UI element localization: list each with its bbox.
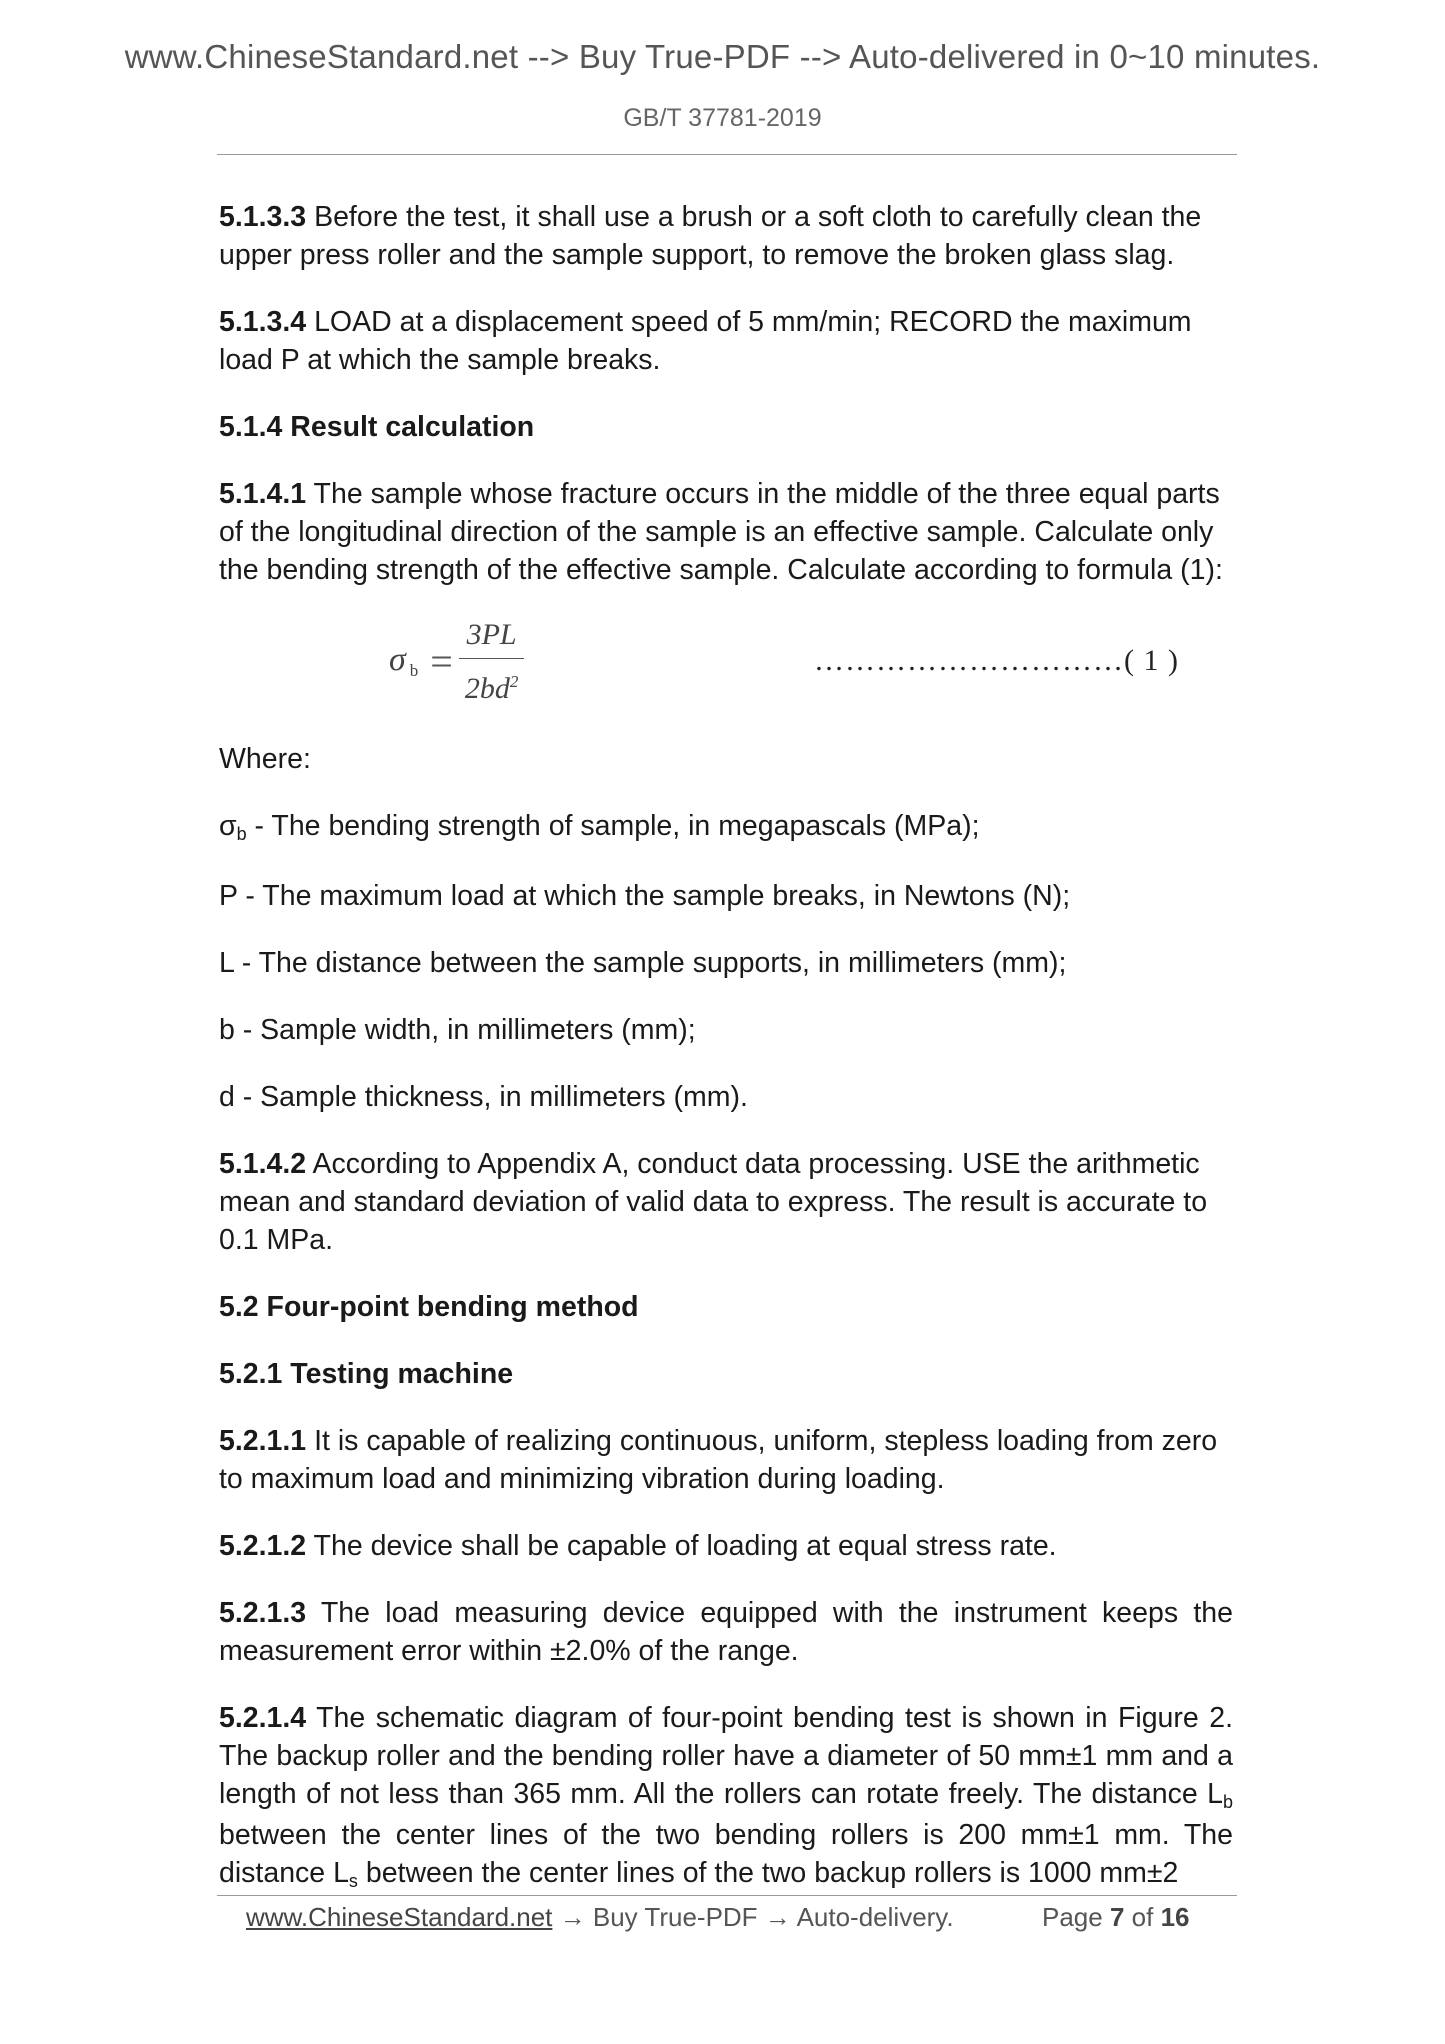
clause-5-2-1-1: 5.2.1.1 It is capable of realizing continuous, uniform, stepless loading from zero to maximum load and minimizing vibration during loading. bbox=[219, 1425, 1218, 1495]
footer-divider bbox=[217, 1895, 1237, 1896]
page-footer bbox=[246, 1902, 1226, 1933]
clause-5-2-1-4: 5.2.1.4 The schematic diagram of four-point bending test is shown in Figure 2. The backup roller and the bending roller have a diameter of 50 mm±1 mm and a length of not less than 365 mm. All the rollers can rotate freely. The distance Lb between the center lines of the two bending rollers is 200 mm±1 mm. The distance Ls between the center lines of the two backup rollers is 1000 mm±2 bbox=[219, 1702, 1233, 1891]
formula-fraction bbox=[459, 616, 525, 708]
def-d: d - Sample thickness, in millimeters (mm). bbox=[219, 1081, 748, 1113]
formula-denominator: $2bd^2$ bbox=[459, 658, 525, 708]
page-indicator: Page 7 of 16 bbox=[1042, 1902, 1190, 1932]
heading-5-1-4: 5.1.4 Result calculation bbox=[219, 411, 535, 443]
def-b: b - Sample width, in millimeters (mm); bbox=[219, 1014, 696, 1046]
bending-strength-formula bbox=[389, 616, 524, 708]
clause-5-2-1-2: 5.2.1.2 The device shall be capable of loading at equal stress rate. bbox=[219, 1530, 1057, 1562]
clause-5-1-3-4: 5.1.3.4 LOAD at a displacement speed of 5 mm/min; RECORD the maximum load P at which the sample breaks. bbox=[219, 306, 1192, 376]
formula-number: …………………………( 1 ) bbox=[814, 644, 1179, 677]
top-banner: www.ChineseStandard.net --> Buy True-PDF --> Auto-delivered in 0~10 minutes. bbox=[124, 38, 1321, 75]
header-divider bbox=[217, 154, 1237, 155]
footer-link[interactable]: www.ChineseStandard.net bbox=[246, 1902, 553, 1932]
formula-lhs: σb bbox=[389, 640, 419, 680]
standard-number: GB/T 37781-2019 bbox=[623, 104, 822, 132]
where-label: Where: bbox=[219, 743, 311, 775]
page-content bbox=[219, 198, 1233, 1924]
footer-text: → Buy True-PDF → Auto-delivery. bbox=[552, 1902, 954, 1932]
formula-1 bbox=[219, 608, 1233, 724]
clause-5-2-1-3: 5.2.1.3 The load measuring device equipped with the instrument keeps the measurement error within ±2.0% of the range. bbox=[219, 1597, 1233, 1667]
clause-5-1-3-3: 5.1.3.3 Before the test, it shall use a brush or a soft cloth to carefully clean the upper press roller and the sample support, to remove the broken glass slag. bbox=[219, 201, 1202, 271]
clause-5-1-4-2: 5.1.4.2 According to Appendix A, conduct data processing. USE the arithmetic mean and standard deviation of valid data to express. The result is accurate to 0.1 MPa. bbox=[219, 1148, 1208, 1256]
clause-5-1-4-1: 5.1.4.1 The sample whose fracture occurs in the middle of the three equal parts of the longitudinal direction of the sample is an effective sample. Calculate only the bending strength of the effective sample. Calculate according to formula (1): bbox=[219, 478, 1223, 586]
formula-numerator: 3PL bbox=[466, 618, 517, 651]
formula-equals: = bbox=[430, 639, 453, 684]
def-sigma: σb - The bending strength of sample, in megapascals (MPa); bbox=[219, 810, 980, 844]
heading-5-2-1: 5.2.1 Testing machine bbox=[219, 1358, 514, 1390]
def-l: L - The distance between the sample supports, in millimeters (mm); bbox=[219, 947, 1067, 979]
heading-5-2: 5.2 Four-point bending method bbox=[219, 1291, 639, 1323]
def-p: P - The maximum load at which the sample breaks, in Newtons (N); bbox=[219, 880, 1071, 912]
